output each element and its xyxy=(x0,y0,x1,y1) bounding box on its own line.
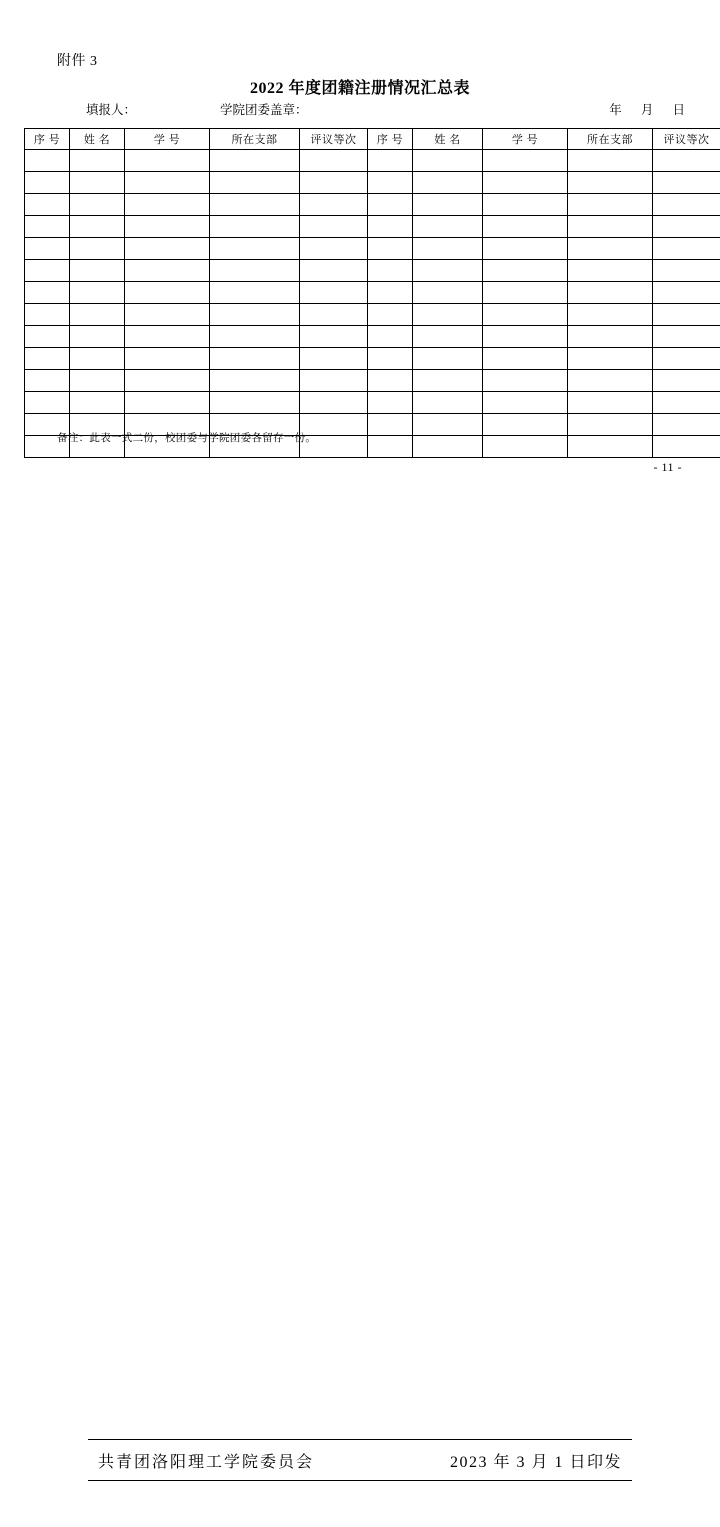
table-cell[interactable] xyxy=(568,150,653,172)
table-row xyxy=(25,348,720,370)
filler-label: 填报人： xyxy=(86,103,137,117)
table-cell[interactable] xyxy=(125,392,210,414)
table-row xyxy=(25,260,720,282)
table-cell[interactable] xyxy=(300,150,368,172)
table-cell[interactable] xyxy=(70,216,125,238)
table-cell[interactable] xyxy=(25,216,70,238)
table-cell[interactable] xyxy=(70,194,125,216)
table-cell[interactable] xyxy=(210,392,300,414)
table-cell[interactable] xyxy=(483,282,568,304)
table-cell[interactable] xyxy=(300,348,368,370)
table-cell[interactable] xyxy=(413,282,483,304)
table-cell[interactable] xyxy=(413,150,483,172)
table-cell[interactable] xyxy=(568,172,653,194)
table-cell[interactable] xyxy=(125,172,210,194)
table-cell[interactable] xyxy=(210,260,300,282)
table-cell[interactable] xyxy=(568,436,653,458)
table-cell[interactable] xyxy=(483,370,568,392)
footer-issue-date: 2023 年 3 月 1 日印发 xyxy=(449,1454,622,1471)
table-cell[interactable] xyxy=(653,414,720,436)
table-cell[interactable] xyxy=(653,282,720,304)
table-cell[interactable] xyxy=(125,370,210,392)
table-cell[interactable] xyxy=(368,304,413,326)
table-cell[interactable] xyxy=(25,370,70,392)
table-cell[interactable] xyxy=(300,216,368,238)
table-cell[interactable] xyxy=(483,150,568,172)
table-cell[interactable] xyxy=(300,392,368,414)
table-cell[interactable] xyxy=(25,392,70,414)
table-cell[interactable] xyxy=(368,392,413,414)
table-cell[interactable] xyxy=(568,216,653,238)
table-row xyxy=(25,150,720,172)
table-cell[interactable] xyxy=(210,348,300,370)
table-cell[interactable] xyxy=(210,282,300,304)
table-cell[interactable] xyxy=(413,194,483,216)
table-row xyxy=(25,304,720,326)
table-cell[interactable] xyxy=(70,172,125,194)
table-cell[interactable] xyxy=(413,216,483,238)
table-cell[interactable] xyxy=(413,392,483,414)
table-cell[interactable] xyxy=(653,436,720,458)
table-cell[interactable] xyxy=(210,304,300,326)
table-cell[interactable] xyxy=(300,260,368,282)
table-cell[interactable] xyxy=(70,326,125,348)
table-header-row xyxy=(25,129,720,150)
table-cell[interactable] xyxy=(125,260,210,282)
table-cell[interactable] xyxy=(413,172,483,194)
table-row xyxy=(25,370,720,392)
table-cell[interactable] xyxy=(125,326,210,348)
table-cell[interactable] xyxy=(70,150,125,172)
table-cell[interactable] xyxy=(368,238,413,260)
table-cell[interactable] xyxy=(568,348,653,370)
table-note: 备注：此表一式二份，校团委与学院团委各留存一份。 xyxy=(57,433,317,444)
table-cell[interactable] xyxy=(653,150,720,172)
seal-label: 学院团委盖章： xyxy=(220,103,308,117)
table-cell[interactable] xyxy=(25,238,70,260)
table-cell[interactable] xyxy=(125,348,210,370)
footer-issuer: 共青团洛阳理工学院委员会 xyxy=(98,1454,315,1471)
column-header: 学 号 xyxy=(125,129,210,150)
table-cell[interactable] xyxy=(413,326,483,348)
table-row xyxy=(25,282,720,304)
date-day-label: 日 xyxy=(672,103,686,117)
table-cell[interactable] xyxy=(368,260,413,282)
table-cell[interactable] xyxy=(368,282,413,304)
table-cell[interactable] xyxy=(483,304,568,326)
table-cell[interactable] xyxy=(483,414,568,436)
table-body xyxy=(25,150,720,458)
table-row xyxy=(25,216,720,238)
table-cell[interactable] xyxy=(70,392,125,414)
table-cell[interactable] xyxy=(300,282,368,304)
table-cell[interactable] xyxy=(25,348,70,370)
table-cell[interactable] xyxy=(653,392,720,414)
table-cell[interactable] xyxy=(568,194,653,216)
table-cell[interactable] xyxy=(483,194,568,216)
column-header: 学 号 xyxy=(483,129,568,150)
table-cell[interactable] xyxy=(300,326,368,348)
table-cell[interactable] xyxy=(125,150,210,172)
table-cell[interactable] xyxy=(413,370,483,392)
column-header: 评议等次 xyxy=(300,129,368,150)
table-cell[interactable] xyxy=(210,326,300,348)
table-cell[interactable] xyxy=(25,304,70,326)
table-cell[interactable] xyxy=(25,172,70,194)
table-cell[interactable] xyxy=(483,348,568,370)
table-cell[interactable] xyxy=(653,326,720,348)
table-cell[interactable] xyxy=(368,414,413,436)
table-cell[interactable] xyxy=(25,194,70,216)
table-cell[interactable] xyxy=(483,172,568,194)
table-cell[interactable] xyxy=(568,282,653,304)
table-cell[interactable] xyxy=(25,326,70,348)
column-header: 评议等次 xyxy=(653,129,720,150)
table-cell[interactable] xyxy=(413,238,483,260)
table-cell[interactable] xyxy=(300,304,368,326)
table-cell[interactable] xyxy=(568,238,653,260)
table-cell[interactable] xyxy=(483,436,568,458)
table-cell[interactable] xyxy=(368,370,413,392)
table-row xyxy=(25,172,720,194)
page-title: 2022 年度团籍注册情况汇总表 xyxy=(249,80,470,97)
table-cell[interactable] xyxy=(413,304,483,326)
column-header: 所在支部 xyxy=(568,129,653,150)
table-cell[interactable] xyxy=(300,370,368,392)
table-row xyxy=(25,326,720,348)
table-cell[interactable] xyxy=(210,370,300,392)
page-number: - 11 - xyxy=(653,460,682,474)
table-cell[interactable] xyxy=(70,304,125,326)
column-header: 姓 名 xyxy=(413,129,483,150)
table-cell[interactable] xyxy=(568,326,653,348)
table-cell[interactable] xyxy=(413,414,483,436)
table-cell[interactable] xyxy=(368,436,413,458)
table-cell[interactable] xyxy=(483,238,568,260)
table-cell[interactable] xyxy=(125,194,210,216)
table-cell[interactable] xyxy=(653,260,720,282)
table-cell[interactable] xyxy=(210,238,300,260)
date-year-label: 年 xyxy=(609,103,623,117)
table-cell[interactable] xyxy=(210,216,300,238)
table-cell[interactable] xyxy=(300,172,368,194)
table-cell[interactable] xyxy=(368,348,413,370)
table-cell[interactable] xyxy=(70,282,125,304)
table-cell[interactable] xyxy=(210,172,300,194)
table-cell[interactable] xyxy=(70,370,125,392)
table-cell[interactable] xyxy=(25,282,70,304)
table-cell[interactable] xyxy=(568,370,653,392)
column-header: 序 号 xyxy=(368,129,413,150)
table-cell[interactable] xyxy=(568,260,653,282)
table-cell[interactable] xyxy=(25,150,70,172)
table-cell[interactable] xyxy=(483,260,568,282)
table-cell[interactable] xyxy=(368,326,413,348)
table-cell[interactable] xyxy=(368,172,413,194)
table-cell[interactable] xyxy=(653,194,720,216)
table-cell[interactable] xyxy=(125,238,210,260)
table-cell[interactable] xyxy=(568,392,653,414)
table-cell[interactable] xyxy=(483,392,568,414)
table-cell[interactable] xyxy=(568,304,653,326)
table-cell[interactable] xyxy=(653,216,720,238)
table-cell[interactable] xyxy=(413,260,483,282)
table-row xyxy=(25,238,720,260)
column-header: 姓 名 xyxy=(70,129,125,150)
table-cell[interactable] xyxy=(653,348,720,370)
table-cell[interactable] xyxy=(125,304,210,326)
column-header: 所在支部 xyxy=(210,129,300,150)
table-cell[interactable] xyxy=(300,238,368,260)
table-cell[interactable] xyxy=(483,216,568,238)
table-cell[interactable] xyxy=(653,238,720,260)
date-label xyxy=(609,100,686,118)
table-row xyxy=(25,392,720,414)
table-cell[interactable] xyxy=(70,238,125,260)
date-month-label: 月 xyxy=(640,103,655,117)
table-row xyxy=(25,194,720,216)
table-cell[interactable] xyxy=(210,194,300,216)
table-cell[interactable] xyxy=(125,282,210,304)
table-cell[interactable] xyxy=(368,194,413,216)
table-cell[interactable] xyxy=(653,304,720,326)
table-cell[interactable] xyxy=(300,194,368,216)
table-cell[interactable] xyxy=(413,348,483,370)
registration-table xyxy=(24,128,720,458)
table-cell[interactable] xyxy=(483,326,568,348)
attachment-label: 附件 3 xyxy=(57,54,98,69)
table-cell[interactable] xyxy=(125,216,210,238)
table-cell[interactable] xyxy=(368,216,413,238)
table-cell[interactable] xyxy=(413,436,483,458)
table-cell[interactable] xyxy=(210,150,300,172)
table-cell[interactable] xyxy=(25,260,70,282)
table-cell[interactable] xyxy=(653,172,720,194)
table-cell[interactable] xyxy=(70,348,125,370)
table-cell[interactable] xyxy=(653,370,720,392)
table-cell[interactable] xyxy=(70,260,125,282)
table-cell[interactable] xyxy=(568,414,653,436)
document-footer xyxy=(88,1439,632,1481)
column-header: 序 号 xyxy=(25,129,70,150)
form-meta-row xyxy=(24,100,696,120)
table-cell[interactable] xyxy=(368,150,413,172)
